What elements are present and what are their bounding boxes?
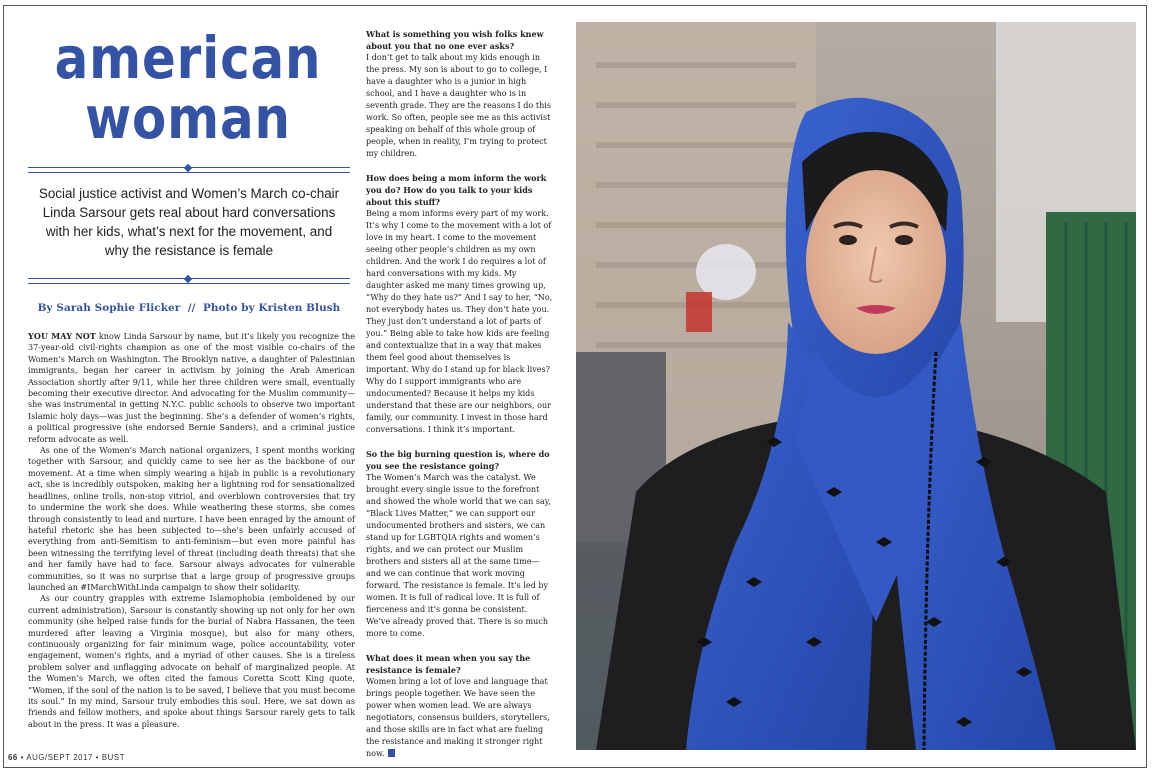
magazine-name: BUST xyxy=(101,753,126,762)
portrait-photo xyxy=(576,22,1136,750)
b-endmark-icon xyxy=(388,749,395,757)
intro-paragraph-1-text: know Linda Sarsour by name, but it’s likely you recognize the 37-year-old civil-rights champion as one of the most visible co-chairs of the Women’s March on Washington. The Brooklyn native, a daughter of Palestinian immigrants, began her career in activism by joining the Arab American Association shortly after 9/11, while her three children were small, eventually becoming their executive director. And advocating for the Muslim community—she was instrumental in getting N.Y.C. public schools to observe two important Islamic holy days—was just the beginning. She’s a defender of women’s rights, a political progressive (she endorsed Bernie Sanders), and a criminal justice reform advocate as well. xyxy=(28,332,356,444)
intro-paragraph-3: As our country grapples with extreme Islamophobia (emboldened by our current administration), Sarsour is constantly showing up not only for her own community (she helped raise funds for the burial of Nabra Hassanen, the teen murdered after leaving a Virginia mosque), but also for many others, continuously organizing for fair minimum wage, police accountability, voter engagement, women’s rights, and a myriad of other causes. She is a tireless problem solver and unflagging advocate on behalf of marginalized people. At the Women’s March, we often cited the famous Coretta Scott King quote, “Women, if the soul of the nation is to be saved, I believe that you must become its soul.” In my mind, Sarsour truly embodies this soul. Here, we sat down as friends and fellow mothers, and spoke about things Sarsour rarely gets to talk about in the press. It was a pleasure. xyxy=(28,594,355,729)
byline xyxy=(28,302,350,314)
eye-right xyxy=(895,235,913,245)
lead-in: YOU MAY NOT xyxy=(28,331,96,341)
headline-line-2: woman xyxy=(85,84,291,152)
qa-answer-3: The Women’s March was the catalyst. We brought every single issue to the forefront and showed the whole world that we can say, “Black Lives Matter,” we can support our undocumented brothers and sisters, we can stand up for LGBTQIA rights and women’s rights, and we can protect our Muslim brothers and sisters all at the same time—and we can continue that work moving forward. The resistance is female. It’s led by women. It is full of radical love. It is full of fierceness and it’s gonna be consistent. We’ve already proved that. There is so much more to come. xyxy=(366,473,551,638)
qa-answer-4 xyxy=(366,676,554,760)
qa-answer-2: Being a mom informs every part of my work. It’s why I come to the movement with a lot of love in my heart. I come to the movement seeing other people’s children as my own children. And the work I do requires a lot of hard conversations with my kids. My daughter asked me many times growing up, “Why do they hate us?” And I say to her, “No, not everybody hates us. They don’t hate you. They just don’t understand a lot of parts of you.” Being able to take how kids are feeling and contextualize that in a way that makes them feel good about themselves is important. Why do I stand up for black lives? Why do I support immigrants who are undocumented? Because it helps my kids understand that these are our neighbors, our family, our community. I invest in those hard conversations. I think it’s important. xyxy=(366,209,553,434)
footer-separator: • xyxy=(20,753,24,762)
qa-answer-4-text: Women bring a lot of love and language that brings people together. We have seen the power when women lead. We are always negotiators, consensus builders, storytellers, and those skills are in fact what are fueling the resistance and making it stronger right now. xyxy=(366,677,550,758)
ornament-rule-top xyxy=(28,167,350,173)
face xyxy=(806,170,946,354)
intro-body xyxy=(28,331,355,730)
page-number: 66 xyxy=(8,753,18,762)
qa-question-1: What is something you wish folks knew about you that no one ever asks? xyxy=(366,29,544,51)
footer-separator: • xyxy=(95,753,100,762)
byline-author: By Sarah Sophie Flicker xyxy=(37,302,181,314)
qa-question-2: How does being a mom inform the work you do? How do you talk to your kids about this stuff? xyxy=(366,173,547,207)
byline-photo-credit: Photo by Kristen Blush xyxy=(203,302,341,314)
eye-left xyxy=(839,235,857,245)
qa-answer-1: I don’t get to talk about my kids enough in the press. My son is about to go to college, I have a daughter who is a junior in high school, and I have a daughter who is in seventh grade. They are the reasons I do this work. So often, people see me as this activist speaking on behalf of this whole group of people, when in reality, I’m trying to protect my children. xyxy=(366,53,551,158)
deck-text: Social justice activist and Women’s March co-chair Linda Sarsour gets real about hard conversations with her kids, what’s next for the movement, and why the resistance is female xyxy=(38,186,340,258)
intro-paragraph-2: As one of the Women’s March national organizers, I spent months working together with Sarsour, and quickly came to see her as the backbone of our movement. At a time when simply wearing a hijab in public is a revolutionary act, she is incredibly outspoken, making her a lightning rod for sensationalized headlines, online trolls, non-stop vitriol, and overblown controversies that try to undermine the work she does. While weathering these storms, she comes through consistently to lead and nurture. I have been enraged by the amount of hateful rhetoric she has been subjected to—she’s been unfairly accused of everything from anti-Semitism to anti-feminism—but even more painful has been witnessing the terrifying level of threat (including death threats) that she and her family have had to face. Sarsour always advocates for vulnerable communities, so it was no surprise that a large group of progressive groups launched an #IMarchWithLinda campaign to show their solidarity. xyxy=(28,446,355,592)
qa-question-3: So the big burning question is, where do you see the resistance going? xyxy=(366,449,550,471)
protest-flag xyxy=(686,292,712,332)
page-footer xyxy=(8,753,125,762)
byline-separator: // xyxy=(187,302,196,314)
ornament-rule-bottom xyxy=(28,278,350,284)
protest-sign xyxy=(696,244,756,300)
qa-column xyxy=(366,28,554,772)
issue-date: AUG/SEPT 2017 xyxy=(26,753,93,762)
headline-line-1: american xyxy=(54,24,322,92)
qa-question-4: What does it mean when you say the resistance is female? xyxy=(366,653,531,675)
portrait-illustration xyxy=(576,22,1136,750)
intro-paragraph xyxy=(28,331,355,445)
